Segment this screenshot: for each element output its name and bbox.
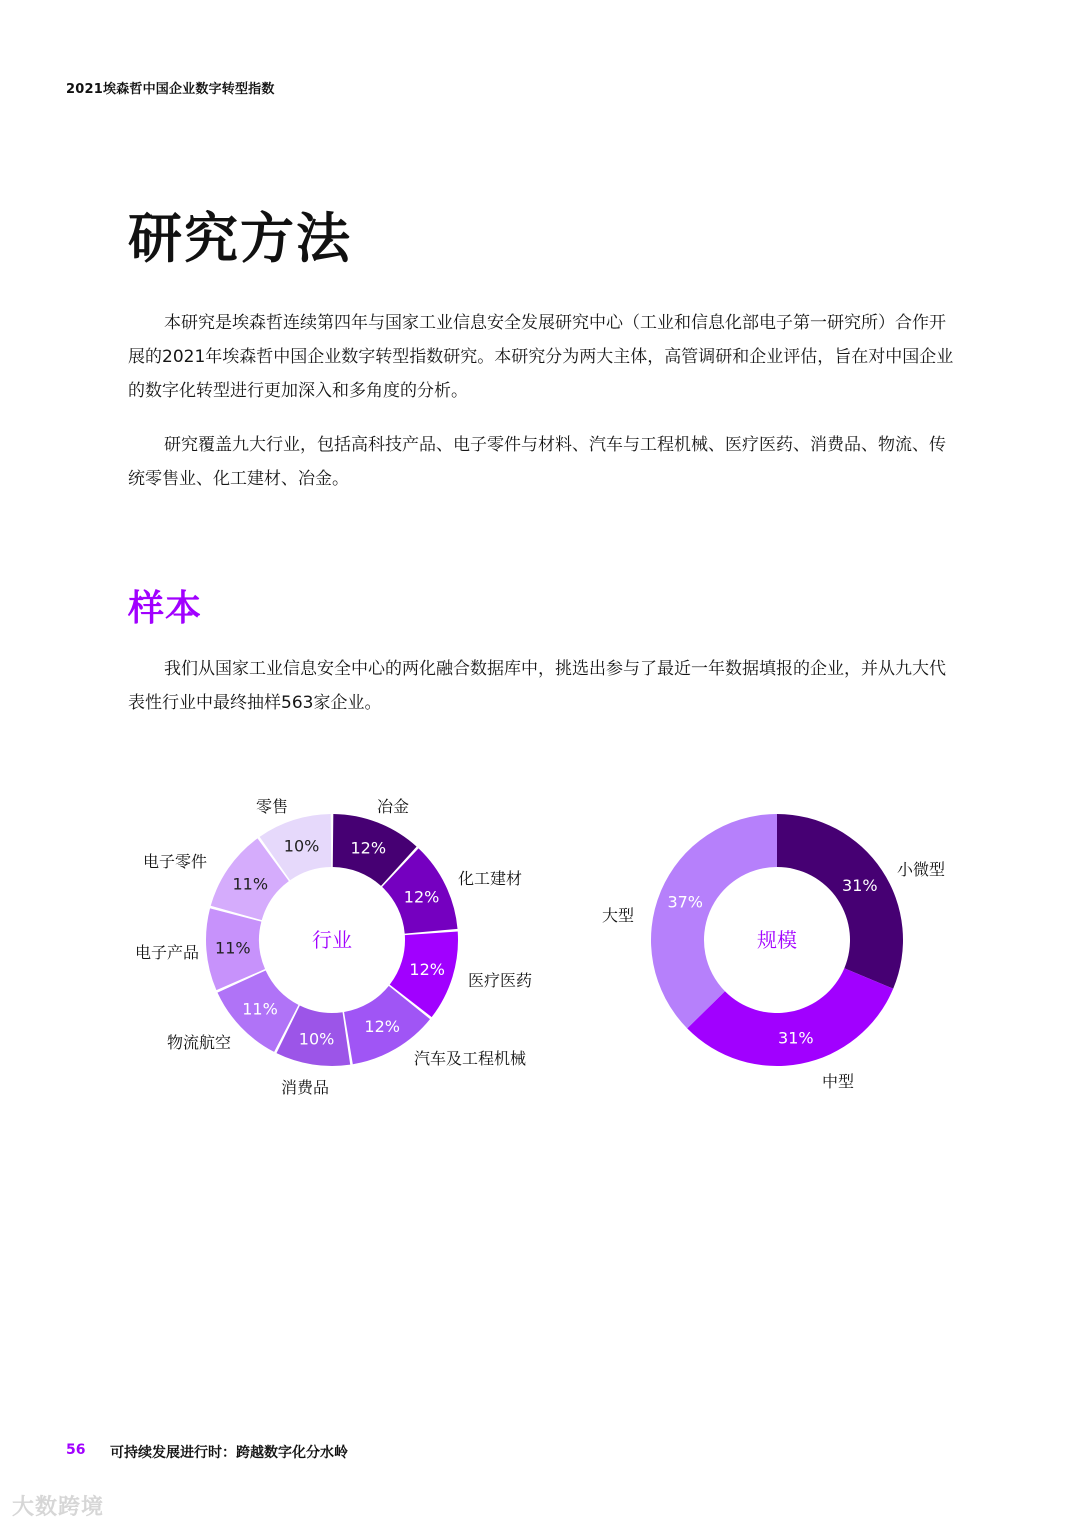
slice-value-label: 10% <box>283 836 320 856</box>
slice-value-label: 31% <box>778 1028 814 1048</box>
slice-category-label: 化工建材 <box>457 869 523 888</box>
slice-value-label: 37% <box>667 892 704 912</box>
size-donut-chart <box>602 814 945 1091</box>
donut-slice <box>777 814 903 989</box>
donut-center-label: 规模 <box>757 928 797 952</box>
slice-category-label: 消费品 <box>280 1078 330 1097</box>
intro-paragraph: 本研究是埃森哲连续第四年与国家工业信息安全发展研究中心（工业和信息化部电子第一研究所）合作开展的2021年埃森哲中国企业数字转型指数研究。本研究分为两大主体，高管调研和企业评估，旨在对中国企业的数字化转型进行更加深入和多角度的分析。 <box>128 313 954 401</box>
slice-category-label: 大型 <box>601 906 635 925</box>
page-number: 56 <box>66 1442 86 1458</box>
slice-category-label: 医疗医药 <box>467 971 533 990</box>
slice-category-label: 零售 <box>255 797 289 816</box>
sample-paragraph: 我们从国家工业信息安全中心的两化融合数据库中，挑选出参与了最近一年数据填报的企业，并从九大代表性行业中最终抽样563家企业。 <box>128 659 946 713</box>
slice-value-label: 11% <box>232 874 269 894</box>
donut-charts <box>0 780 1080 1120</box>
industries-paragraph: 研究覆盖九大行业，包括高科技产品、电子零件与材料、汽车与工程机械、医疗医药、消费品、物流、传统零售业、化工建材、冶金。 <box>128 435 946 489</box>
slice-value-label: 11% <box>215 938 251 958</box>
watermark-logo: 大数跨境 <box>12 1495 105 1520</box>
footer-title: 可持续发展进行时：跨越数字化分水岭 <box>110 1445 348 1461</box>
slice-value-label: 12% <box>403 887 440 907</box>
slice-value-label: 12% <box>409 959 445 979</box>
report-header-title: 2021埃森哲中国企业数字转型指数 <box>66 82 275 97</box>
slice-category-label: 中型 <box>821 1072 855 1091</box>
donut-center-label: 行业 <box>312 928 352 952</box>
slice-value-label: 12% <box>350 838 387 858</box>
slice-category-label: 电子零件 <box>142 852 208 871</box>
slice-value-label: 11% <box>242 999 278 1019</box>
slice-category-label: 物流航空 <box>166 1033 232 1052</box>
slice-value-label: 10% <box>298 1029 335 1049</box>
slice-category-label: 电子产品 <box>134 943 200 962</box>
section-title-sample: 样本 <box>128 588 203 629</box>
slice-value-label: 31% <box>842 875 878 895</box>
donut-slice <box>651 814 777 1028</box>
slice-value-label: 12% <box>364 1016 400 1036</box>
slice-category-label: 冶金 <box>376 797 410 816</box>
page-title: 研究方法 <box>128 207 352 270</box>
slice-category-label: 汽车及工程机械 <box>413 1049 527 1068</box>
slice-category-label: 小微型 <box>896 860 946 879</box>
donut-slice <box>687 968 893 1066</box>
industry-donut-chart <box>135 797 532 1097</box>
